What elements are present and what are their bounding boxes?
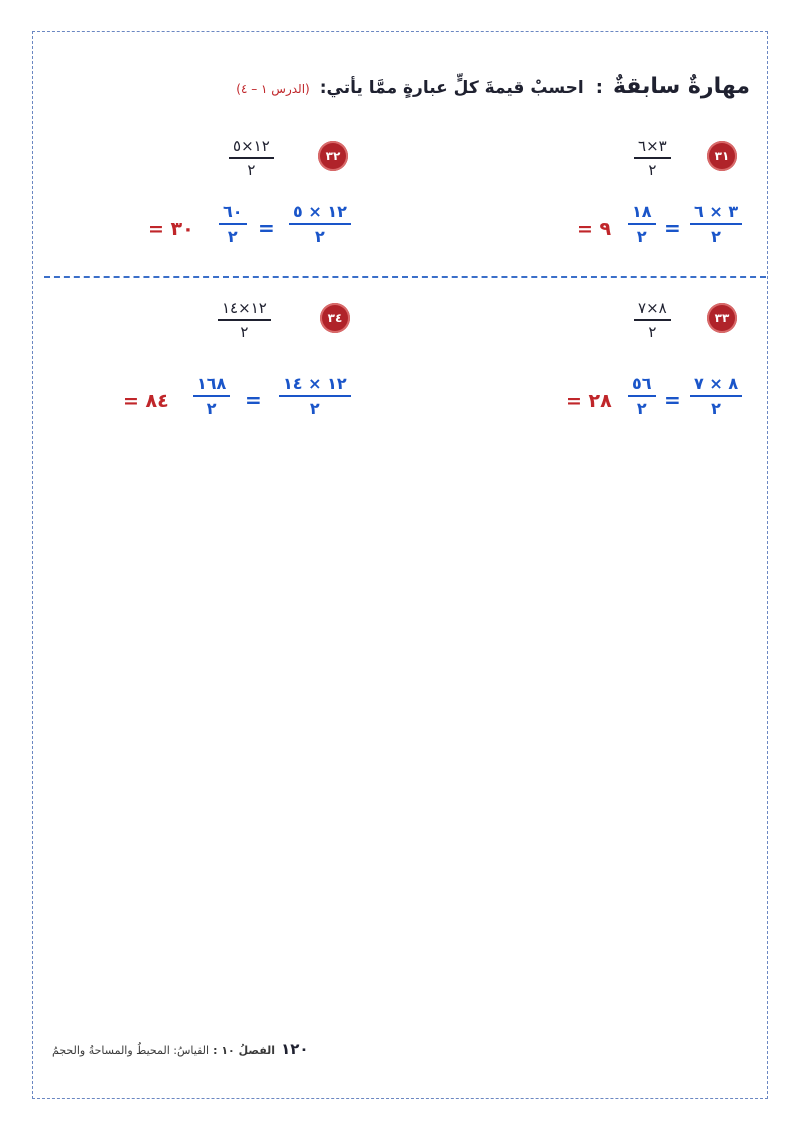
page-frame: [32, 31, 768, 1099]
step2-numerator: ١٦٨: [197, 374, 227, 393]
step1-numerator: ١٢ × ١٤: [283, 374, 347, 393]
problem-32-result: ٣٠ =: [148, 218, 194, 240]
problem-31-step2: [628, 202, 656, 246]
lesson-reference: (الدرس ١ – ٤): [236, 82, 310, 96]
equals-sign: =: [258, 216, 275, 240]
problem-32-step2: [219, 202, 247, 246]
expression-numerator: ٨×٧: [638, 299, 667, 317]
step1-numerator: ١٢ × ٥: [293, 202, 347, 221]
chapter-label: الفصلُ ١٠ :: [213, 1044, 276, 1057]
problem-34-badge: ٣٤: [320, 303, 350, 333]
problem-31-result: ٩ =: [577, 218, 612, 240]
problem-32-step1: [289, 202, 351, 246]
problem-34-step2: [193, 374, 230, 418]
step2-denominator: ٢: [636, 399, 647, 418]
problem-34-expression: [218, 299, 271, 341]
step2-denominator: ٢: [206, 399, 217, 418]
problem-33-step2: [628, 374, 656, 418]
equals-sign: =: [664, 388, 681, 412]
expression-denominator: ٢: [247, 161, 256, 179]
skill-title: مهارةٌ سابقةٌ: [612, 74, 750, 99]
problem-32-expression: [229, 137, 274, 179]
problem-31-badge: ٣١: [707, 141, 737, 171]
problem-33-badge: ٣٣: [707, 303, 737, 333]
problem-31-step1: [690, 202, 742, 246]
problem-33-step1: [690, 374, 742, 418]
problem-32-badge: ٣٢: [318, 141, 348, 171]
step2-denominator: ٢: [636, 227, 647, 246]
step1-numerator: ٣ × ٦: [694, 202, 739, 221]
step1-denominator: ٢: [315, 227, 325, 246]
problem-31-expression: [634, 137, 671, 179]
expression-denominator: ٢: [648, 323, 657, 341]
section-divider: [44, 276, 766, 278]
equals-sign: =: [664, 216, 681, 240]
heading-separator: :: [595, 77, 603, 98]
step2-denominator: ٢: [227, 227, 238, 246]
problem-34-step1: [279, 374, 351, 418]
expression-numerator: ١٢×١٤: [222, 299, 267, 317]
expression-denominator: ٢: [240, 323, 249, 341]
problem-33-expression: [634, 299, 671, 341]
expression-denominator: ٢: [648, 161, 657, 179]
section-heading: [236, 74, 750, 108]
step1-denominator: ٢: [309, 399, 320, 418]
step1-denominator: ٢: [711, 227, 721, 246]
step2-numerator: ٦٠: [223, 202, 243, 221]
step1-numerator: ٨ × ٧: [694, 374, 739, 393]
step2-numerator: ١٨: [632, 202, 652, 221]
problem-33-result: ٢٨ =: [566, 390, 612, 412]
problem-34-result: ٨٤ =: [123, 390, 169, 412]
instruction-text: احسبْ قيمةَ كلٍّ عبارةٍ ممَّا يأتي:: [319, 78, 584, 98]
step2-numerator: ٥٦: [632, 374, 652, 393]
expression-numerator: ٣×٦: [638, 137, 667, 155]
chapter-title: القياسُ: المحيطُ والمساحةُ والحجمُ: [52, 1044, 210, 1057]
page-number: ١٢٠: [281, 1040, 309, 1058]
equals-sign: =: [245, 388, 262, 412]
page-footer: [52, 1040, 309, 1058]
expression-numerator: ١٢×٥: [233, 137, 270, 155]
step1-denominator: ٢: [711, 399, 721, 418]
